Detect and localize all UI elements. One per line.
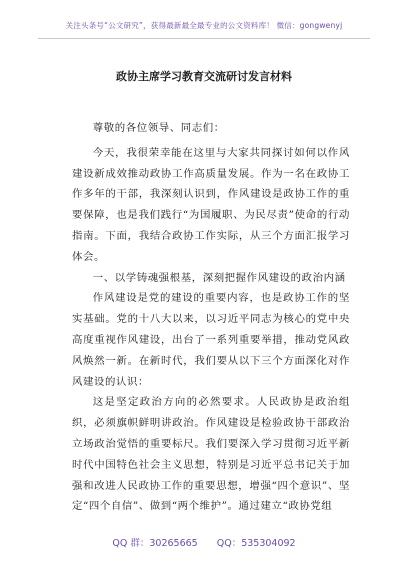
document-title: 政协主席学习教育交流研讨发言材料 — [116, 70, 292, 83]
header-divider — [38, 38, 370, 39]
footer-qq: QQ：535304092 — [216, 538, 296, 549]
document-body — [72, 118, 350, 517]
footer-contact — [0, 535, 408, 549]
paragraph: 这是坚定政治方向的必然要求。人民政协是政治组织，必须旗帜鲜明讲政治。作风建设是检验政协干部政治立场政治觉悟的重要标尺。我们要深入学习贯彻习近平新时代中国特色社会主义思想，特别是习近平总书记关于加强和改进人民政协工作的重要思想，增强“四个意识”、坚定“四个自信”、做到“两个维护”。通过建立“政协党组 — [72, 396, 350, 513]
footer-qq-group: QQ 群：30265665 — [112, 538, 198, 549]
header-note: 关注头条号“公文研究”，获得最新最全最专业的公文资料库！ 微信：gongwenyj — [65, 21, 343, 30]
paragraph: 作风建设是党的建设的重要内容，也是政协工作的坚实基础。党的十八大以来，以习近平同志为核心的党中央高度重视作风建设，出台了一系列重要举措，推动党风政风焕然一新。在新时代，我们要从以下三个方面深化对作风建设的认识： — [72, 292, 350, 388]
salutation: 尊敬的各位领导、同志们： — [92, 122, 225, 134]
paragraph: 今天，我很荣幸能在这里与大家共同探讨如何以作风建设新成效推动政协工作高质量发展。作为一名在政协工作多年的干部，我深刻认识到，作风建设是政协工作的重要保障，也是我们践行“为国履职、为民尽责”使命的行动指南。下面，我结合政协工作实际，从三个方面汇报学习体会。 — [72, 146, 350, 263]
section-heading: 一、以学铸魂强根基，深刻把握作风建设的政治内涵 — [92, 271, 346, 284]
